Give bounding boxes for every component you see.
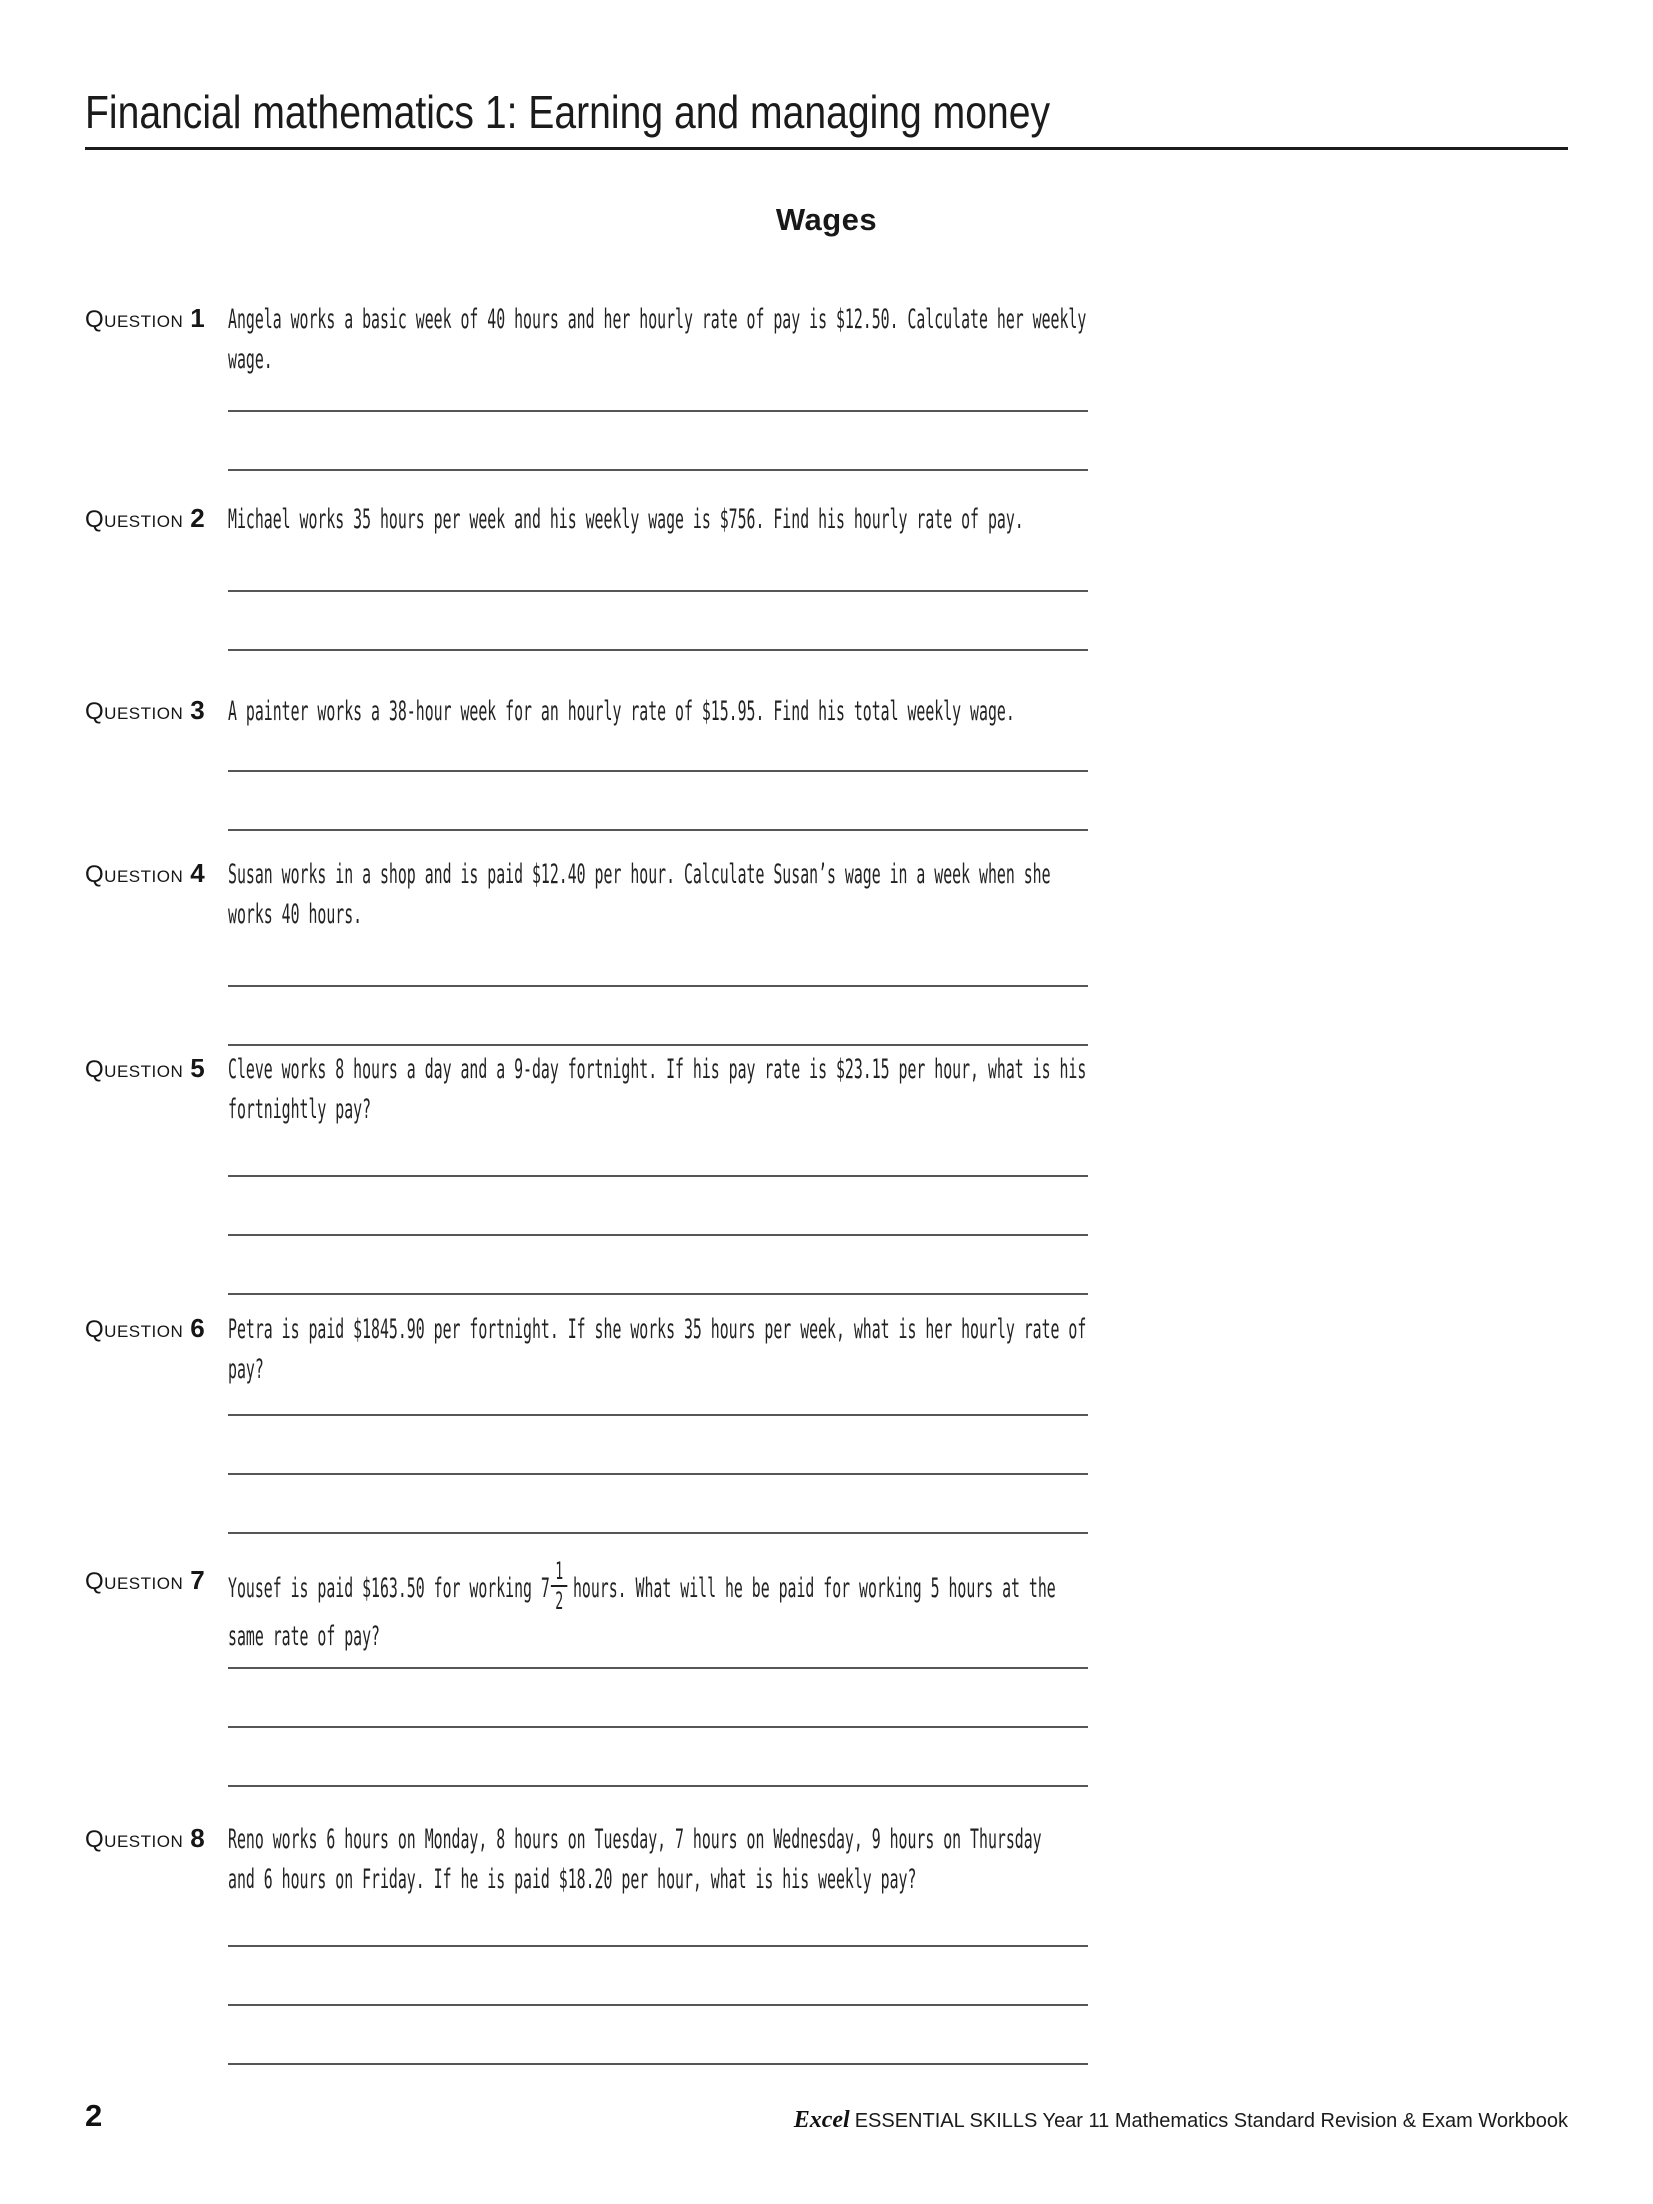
question-text: Susan works in a shop and is paid $12.40 per hour. Calculate Susan’s wage in a week when she works 40 hours. — [228, 859, 1051, 930]
question-word: Question — [85, 861, 184, 888]
question-text: Angela works a basic week of 40 hours and her hourly rate of pay is $12.50. Calculate her weekly wage. — [228, 304, 1087, 375]
answer-line — [228, 1900, 1088, 1947]
answer-line — [228, 412, 1088, 471]
question-8 — [85, 1820, 1088, 2065]
question-number: 6 — [190, 1313, 206, 1343]
question-word: Question — [85, 1316, 184, 1343]
question-label — [85, 692, 228, 831]
question-text: Michael works 35 hours per week and his weekly wage is $756. Find his hourly rate of pay. — [228, 504, 1024, 535]
question-text: Cleve works 8 hours a day and a 9-day fortnight. If his pay rate is $23.15 per hour, what is his fortnightly pay? — [228, 1054, 1087, 1125]
answer-line — [228, 1390, 1088, 1416]
answer-area — [228, 380, 1088, 471]
imprint-text — [794, 2107, 1568, 2134]
question-label — [85, 500, 228, 651]
question-3 — [85, 692, 1088, 831]
question-text — [228, 1557, 1088, 1657]
question-number: 1 — [190, 303, 206, 333]
answer-line — [228, 1177, 1088, 1236]
section-subtitle: Wages — [775, 202, 878, 237]
answer-line — [228, 1130, 1088, 1177]
answer-line — [228, 1947, 1088, 2006]
answer-line — [228, 1669, 1088, 1728]
question-label — [85, 1050, 228, 1295]
answer-line — [228, 1475, 1088, 1534]
answer-line — [228, 772, 1088, 831]
answer-area — [228, 732, 1088, 831]
page-header — [85, 86, 1568, 238]
answer-line — [228, 1728, 1088, 1787]
answer-line — [228, 732, 1088, 772]
answer-line — [228, 592, 1088, 651]
question-text: A painter works a 38-hour week for an hourly rate of $15.95. Find his total weekly wage. — [228, 696, 1015, 727]
answer-area — [228, 1130, 1088, 1295]
question-label — [85, 300, 228, 471]
answer-line — [228, 540, 1088, 592]
question-2 — [85, 500, 1088, 651]
question-1 — [85, 300, 1088, 471]
question-number: 8 — [190, 1823, 206, 1853]
question-6 — [85, 1310, 1088, 1534]
question-number: 3 — [190, 695, 206, 725]
question-word: Question — [85, 1826, 184, 1853]
page-title: Financial mathematics 1: Earning and managing money — [85, 86, 1051, 138]
question-text-before-fraction: Yousef is paid $163.50 for working 7 — [228, 1573, 550, 1604]
answer-line — [228, 1416, 1088, 1475]
answer-area — [228, 540, 1088, 651]
answer-area — [228, 1657, 1088, 1787]
fraction-numerator: 1 — [555, 1557, 564, 1585]
answer-area — [228, 1900, 1088, 2065]
page-number: 2 — [85, 2098, 103, 2133]
page-footer — [85, 2098, 1568, 2134]
imprint-series: ESSENTIAL SKILLS Year 11 Mathematics Standard Revision & Exam Workbook — [854, 2110, 1568, 2132]
question-number: 5 — [190, 1053, 206, 1083]
question-label — [85, 1310, 228, 1534]
answer-line — [228, 380, 1088, 412]
brand-name: Excel — [793, 2107, 850, 2133]
question-7 — [85, 1557, 1088, 1787]
question-text-after-fraction: hours. What will he be paid for working 5 hours at the same rate of pay? — [228, 1573, 1056, 1652]
question-number: 7 — [190, 1565, 206, 1595]
fraction-denominator: 2 — [555, 1587, 564, 1615]
question-number: 4 — [190, 858, 206, 888]
question-word: Question — [85, 698, 184, 725]
question-text: Reno works 6 hours on Monday, 8 hours on Tuesday, 7 hours on Wednesday, 9 hours on Thursday and 6 hours on Friday. If he is paid $18.20 per hour, what is his weekly pay? — [228, 1824, 1042, 1895]
answer-area — [228, 935, 1088, 1046]
question-word: Question — [85, 506, 184, 533]
answer-line — [228, 987, 1088, 1046]
answer-line — [228, 1657, 1088, 1669]
question-word: Question — [85, 306, 184, 333]
question-text: Petra is paid $1845.90 per fortnight. If she works 35 hours per week, what is her hourly rate of pay? — [228, 1314, 1087, 1385]
question-word: Question — [85, 1056, 184, 1083]
fraction-one-half — [551, 1559, 568, 1614]
question-4 — [85, 855, 1088, 1046]
question-label — [85, 855, 228, 1046]
answer-line — [228, 935, 1088, 987]
question-label — [85, 1562, 228, 1787]
answer-area — [228, 1390, 1088, 1534]
title-rule — [85, 147, 1568, 150]
answer-line — [228, 2006, 1088, 2065]
answer-line — [228, 1236, 1088, 1295]
question-5 — [85, 1050, 1088, 1295]
question-word: Question — [85, 1568, 184, 1595]
question-label — [85, 1820, 228, 2065]
question-number: 2 — [190, 503, 206, 533]
